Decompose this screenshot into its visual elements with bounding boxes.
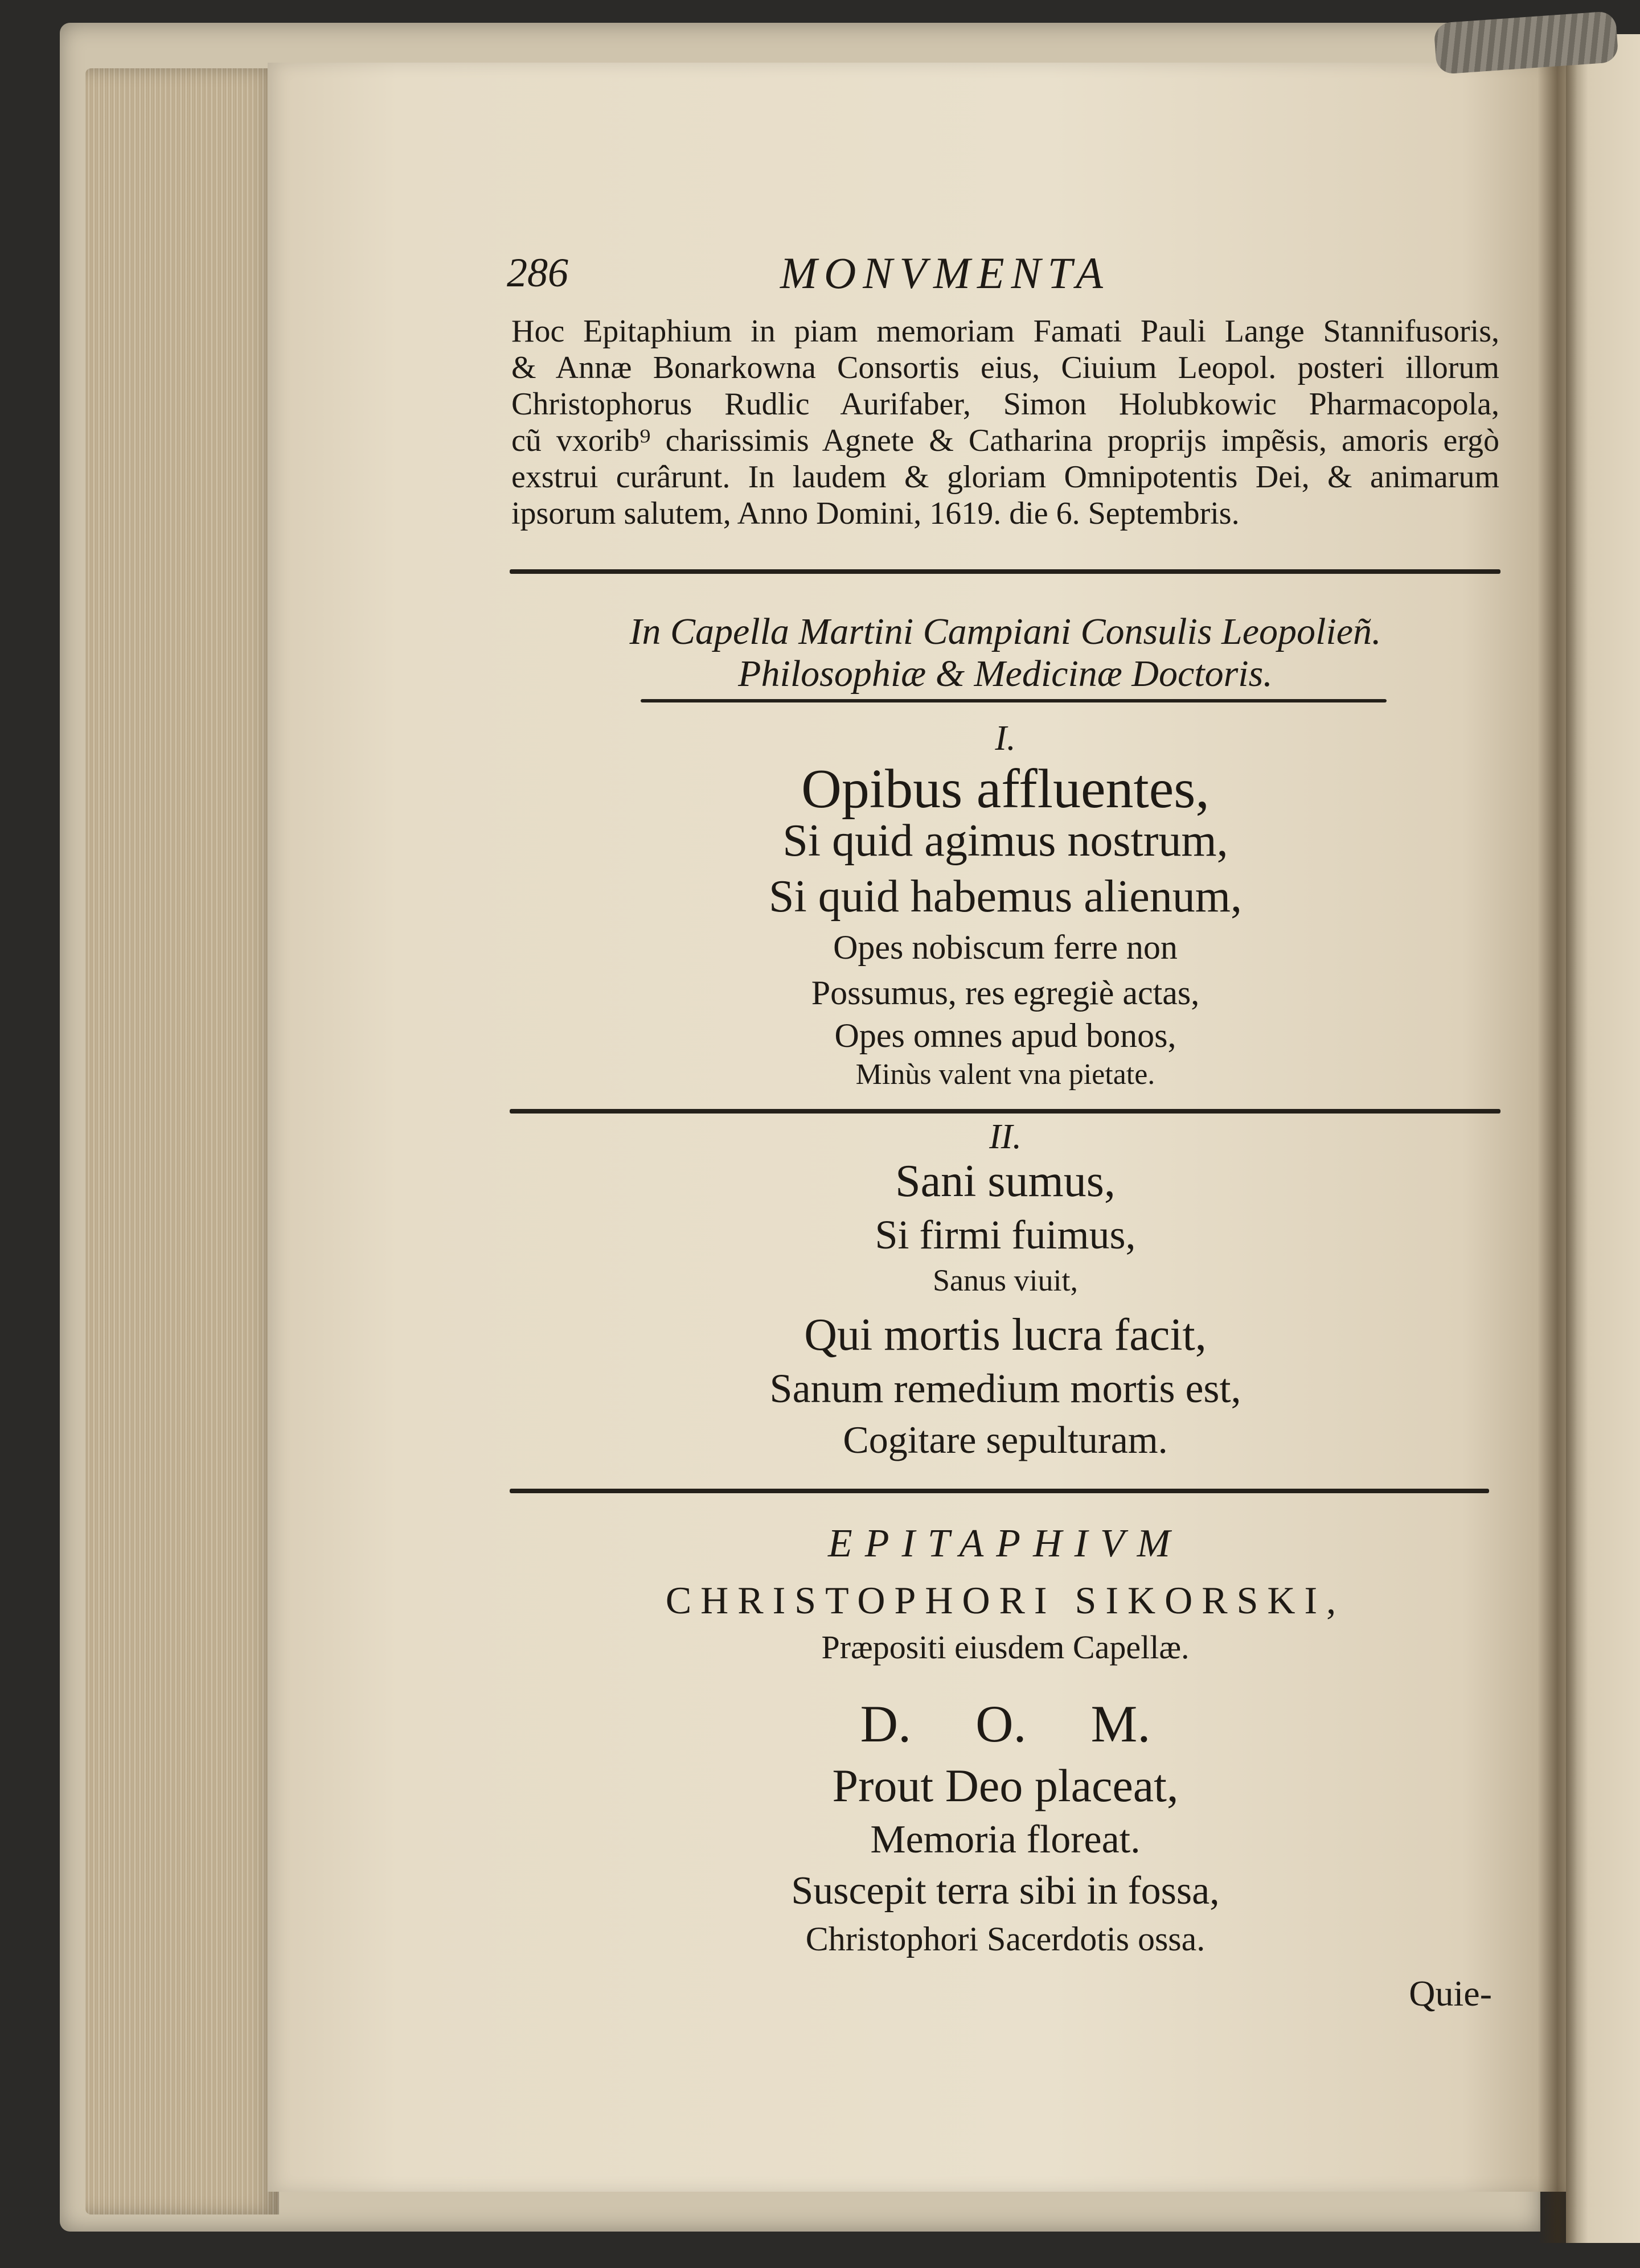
epitaph-title: EPITAPHIVM [827, 1522, 1183, 1566]
epitaph-line: ipsorum salutem, Anno Domini, 1619. die 6. Septembris. [511, 496, 1240, 531]
epitaph-subtitle: Præpositi eiusdem Capellæ. [821, 1629, 1190, 1666]
verse-line: Prout Deo placeat, [832, 1760, 1179, 1811]
verse-line: Suscepit terra sibi in fossa, [791, 1869, 1220, 1913]
verse-line: Memoria floreat. [870, 1818, 1141, 1862]
verse-line: Qui mortis lucra facit, [804, 1310, 1207, 1360]
verse-line: Sani sumus, [895, 1156, 1116, 1206]
verse-line: Opibus affluentes, [801, 758, 1210, 820]
verse-line: Cogitare sepulturam. [843, 1418, 1168, 1461]
verse-line: Si quid habemus alienum, [768, 872, 1242, 922]
section-rule [510, 1489, 1489, 1493]
verse-line: Opes nobiscum ferre non [833, 928, 1178, 966]
epitaph-line: Christophorus Rudlic Aurifaber, Simon Holubkowic Pharmacopola, [511, 387, 1499, 422]
verse-line: Si quid agimus nostrum, [782, 816, 1228, 866]
epitaph-name: CHRISTOPHORI SIKORSKI, [665, 1579, 1346, 1622]
running-title: MONVMENTA [780, 248, 1110, 298]
epitaph-line: exstrui curârunt. In laudem & gloriam Omnipotentis Dei, & animarum [511, 459, 1499, 495]
chapel-heading: In Capella Martini Campiani Consulis Leopolieñ. [629, 611, 1381, 652]
verse-line: Possumus, res egregiè actas, [811, 974, 1200, 1012]
section-rule [510, 1109, 1500, 1114]
chapel-subheading: Philosophiæ & Medicinæ Doctoris. [738, 653, 1273, 695]
section-numeral: I. [995, 719, 1016, 758]
verse-line: Opes omnes apud bonos, [834, 1017, 1176, 1054]
epitaph-line: cũ vxorib⁹ charissimis Agnete & Catharina proprijs impẽsis, amoris ergò [511, 423, 1499, 458]
verse-line: Christophori Sacerdotis ossa. [805, 1920, 1206, 1958]
verse-line: Sanus viuit, [932, 1263, 1079, 1297]
verse-line: Sanum remedium mortis est, [769, 1366, 1241, 1411]
page-number: 286 [507, 250, 568, 295]
dom-dedication: D. O. M. [860, 1695, 1151, 1753]
section-numeral: II. [989, 1117, 1022, 1156]
verse-line: Si firmi fuimus, [875, 1212, 1136, 1258]
verse-line: Minùs valent vna pietate. [855, 1058, 1155, 1091]
epitaph-line: Hoc Epitaphium in piam memoriam Famati Pauli Lange Stannifusoris, [511, 314, 1499, 349]
epitaph-line: & Annæ Bonarkowna Consortis eius, Ciuium Leopol. posteri illorum [511, 350, 1499, 385]
catchword: Quie- [1409, 1973, 1492, 2014]
section-rule [510, 569, 1500, 574]
heading-rule [641, 699, 1387, 702]
